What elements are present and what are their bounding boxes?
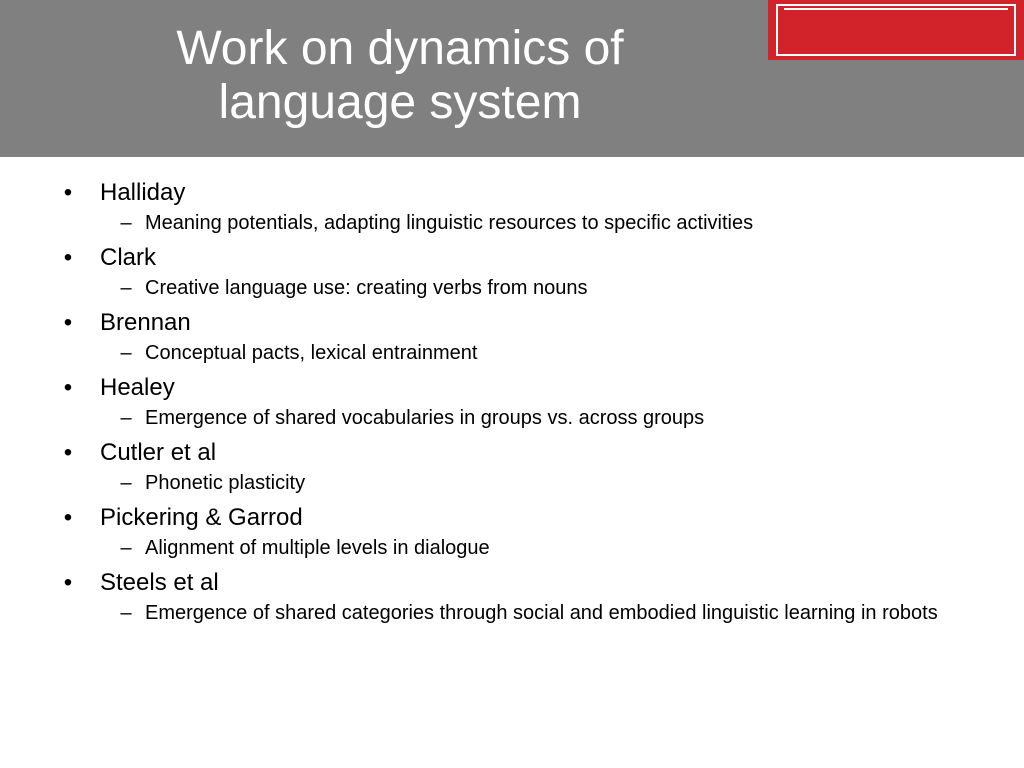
bullet-item (58, 438, 978, 495)
sub-bullet-item (100, 406, 978, 430)
bullet-label: Cutler et al (100, 439, 217, 466)
bullet-item (58, 568, 978, 625)
sub-bullet-text: Meaning potentials, adapting linguistic resources to specific activities (145, 212, 754, 234)
slide-title-line-2: language system (218, 76, 582, 129)
sub-bullet-item (100, 471, 978, 495)
sub-list (100, 341, 978, 365)
sub-bullet-text: Phonetic plasticity (145, 472, 306, 494)
bullet-dot-icon: • (63, 179, 73, 206)
bullet-item (58, 178, 978, 235)
dash-icon: – (120, 472, 132, 494)
sub-bullet-text: Alignment of multiple levels in dialogue (145, 537, 490, 559)
bullet-dot-icon: • (63, 374, 73, 401)
bullet-list (58, 178, 978, 633)
bullet-dot-icon: • (63, 504, 73, 531)
slide-title-line-1: Work on dynamics of (176, 22, 624, 75)
sub-list (100, 471, 978, 495)
bullet-label: Pickering & Garrod (100, 504, 303, 531)
bullet-item (58, 243, 978, 300)
sub-bullet-text: Creative language use: creating verbs from nouns (145, 277, 588, 299)
dash-icon: – (120, 212, 132, 234)
sub-list (100, 601, 978, 625)
sub-bullet-text: Emergence of shared categories through social and embodied linguistic learning in robots (145, 602, 938, 624)
bullet-item (58, 308, 978, 365)
sub-list (100, 276, 978, 300)
bullet-dot-icon: • (63, 309, 73, 336)
sub-bullet-item (100, 211, 978, 235)
sub-bullet-item (100, 601, 978, 625)
slide-title (0, 22, 800, 130)
dash-icon: – (120, 407, 132, 429)
bullet-label: Halliday (100, 179, 186, 206)
bullet-label: Steels et al (100, 569, 219, 596)
bullet-item (58, 373, 978, 430)
bullet-item (58, 503, 978, 560)
bullet-dot-icon: • (63, 439, 73, 466)
bullet-label: Brennan (100, 309, 191, 336)
sub-list (100, 211, 978, 235)
logo-frame (776, 4, 1016, 56)
bullet-label: Healey (100, 374, 175, 401)
sub-list (100, 536, 978, 560)
bullet-dot-icon: • (63, 244, 73, 271)
sub-bullet-item (100, 341, 978, 365)
bullet-dot-icon: • (63, 569, 73, 596)
sub-bullet-text: Emergence of shared vocabularies in groups vs. across groups (145, 407, 705, 429)
dash-icon: – (120, 602, 132, 624)
university-logo (768, 0, 1024, 60)
logo-line-lab (784, 8, 1008, 10)
bullet-label: Clark (100, 244, 157, 271)
sub-bullet-item (100, 276, 978, 300)
dash-icon: – (120, 537, 132, 559)
dash-icon: – (120, 277, 132, 299)
sub-bullet-item (100, 536, 978, 560)
sub-bullet-text: Conceptual pacts, lexical entrainment (145, 342, 478, 364)
sub-list (100, 406, 978, 430)
dash-icon: – (120, 342, 132, 364)
